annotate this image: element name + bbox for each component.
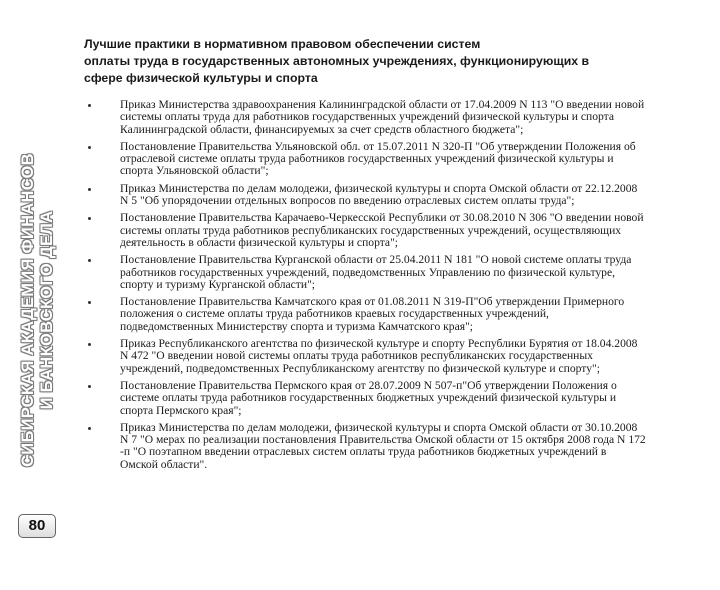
bullet-icon: [88, 259, 91, 262]
list-item: [84, 380, 702, 417]
list-item-line: системы оплаты труда для работников государственных учреждений физической культуры и спорта: [120, 111, 615, 124]
list-item-line: работников государственных учреждений, подведомственных Управлению по физической культуре,: [120, 266, 616, 279]
list-item-line: Приказ Министерства по делам молодежи, физической культуры и спорта Омской области от 22.12.2008: [120, 182, 638, 195]
sidebar: [0, 0, 78, 540]
list-item-line: спорта Пермского края";: [120, 404, 242, 417]
bullet-icon: [88, 427, 91, 430]
list-item: [84, 99, 702, 136]
list-item: [84, 338, 702, 375]
list-item: [84, 183, 702, 208]
list-item-line: Постановление Правительства Курганской области от 25.04.2011 N 181 "О новой системе оплаты труда: [120, 254, 632, 267]
bullet-icon: [88, 188, 91, 191]
list-item-line: спорта Ульяновской области";: [120, 165, 269, 178]
organization-name-line-1: СИБИРСКАЯ АКАДЕМИЯ ФИНАНСОВ: [19, 153, 37, 467]
bullet-icon: [88, 104, 91, 107]
list-item-line: Постановление Правительства Пермского края от 28.07.2009 N 507-п"Об утверждении Положения о: [120, 379, 617, 392]
list-item-line: Приказ Министерства здравоохранения Калининградской области от 17.04.2009 N 113 "О введении новой: [120, 99, 645, 111]
list-item-line: деятельность в области физической культуры и спорта";: [120, 236, 399, 249]
list-item-line: учреждений, подведомственных Республиканскому агентству по физической культуре и спорту";: [120, 362, 600, 375]
list-item: [84, 141, 702, 178]
organization-name-line-2: И БАНКОВСКОГО ДЕЛА: [38, 210, 56, 410]
bullet-icon: [88, 146, 91, 149]
slide-title-line: Лучшие практики в нормативном правовом обеспечении систем: [84, 37, 481, 51]
list-item-line: Приказ Министерства по делам молодежи, физической культуры и спорта Омской области от 30.10.2008: [120, 421, 638, 434]
list-item-line: Приказ Республиканского агентства по физической культуре и спорту Республики Бурятия от 18.04.2008: [120, 338, 638, 351]
list-item: [84, 254, 702, 291]
list-item-line: Калининградской области, финансируемых за счет средств областного бюджета";: [120, 123, 524, 136]
list-item-line: N 7 "О мерах по реализации постановления Правительства Омской области от 15 октября 2008 года N 172: [120, 434, 646, 447]
list-item: [84, 296, 702, 333]
bullet-icon: [88, 217, 91, 220]
list-item-line: Постановление Правительства Ульяновской обл. от 15.07.2011 N 320-П "Об утверждении Положения об: [120, 140, 636, 153]
list-item: [84, 212, 702, 249]
list-item-line: -п "О поэтапном введении отраслевых систем оплаты труда работников бюджетных учреждений в: [120, 446, 607, 459]
regulation-list: [84, 99, 702, 476]
list-item-line: Омской области".: [120, 458, 208, 471]
list-item: [84, 422, 702, 471]
list-item-line: Постановление Правительства Карачаево-Черкесской Республики от 30.08.2010 N 306 "О введении новой: [120, 212, 644, 225]
list-item-line: спорту и туризму Курганской области";: [120, 278, 316, 291]
bullet-icon: [88, 343, 91, 346]
list-item-line: положения о системе оплаты труда работников краевых государственных учреждений,: [120, 308, 549, 321]
list-item-line: N 472 "О введении новой системы оплаты труда работников республиканских государственных: [120, 350, 593, 363]
list-item-line: отраслевой системе оплаты труда работников государственных учреждений физической культуры и: [120, 153, 614, 166]
organization-name: [19, 30, 57, 590]
page-number-badge: 80: [18, 514, 56, 538]
slide-title: [84, 36, 684, 87]
list-item-line: системе оплаты труда работников государственных бюджетных учреждений физической культуры и: [120, 392, 617, 405]
bullet-icon: [88, 301, 91, 304]
slide-title-line: сфере физической культуры и спорта: [84, 71, 318, 85]
list-item-line: N 5 "Об упорядочении отдельных вопросов по введению отраслевых систем оплаты труда";: [120, 195, 575, 208]
list-item-line: подведомственных Министерству спорта и туризма Камчатского края";: [120, 320, 474, 333]
list-item-line: системы оплаты труда работников республиканских государственных учреждений, осуществляющих: [120, 224, 622, 237]
bullet-icon: [88, 385, 91, 388]
list-item-line: Постановление Правительства Камчатского края от 01.08.2011 N 319-П"Об утверждении Примерного: [120, 296, 625, 309]
slide-title-line: оплаты труда в государственных автономных учреждениях, функционирующих в: [84, 54, 590, 68]
